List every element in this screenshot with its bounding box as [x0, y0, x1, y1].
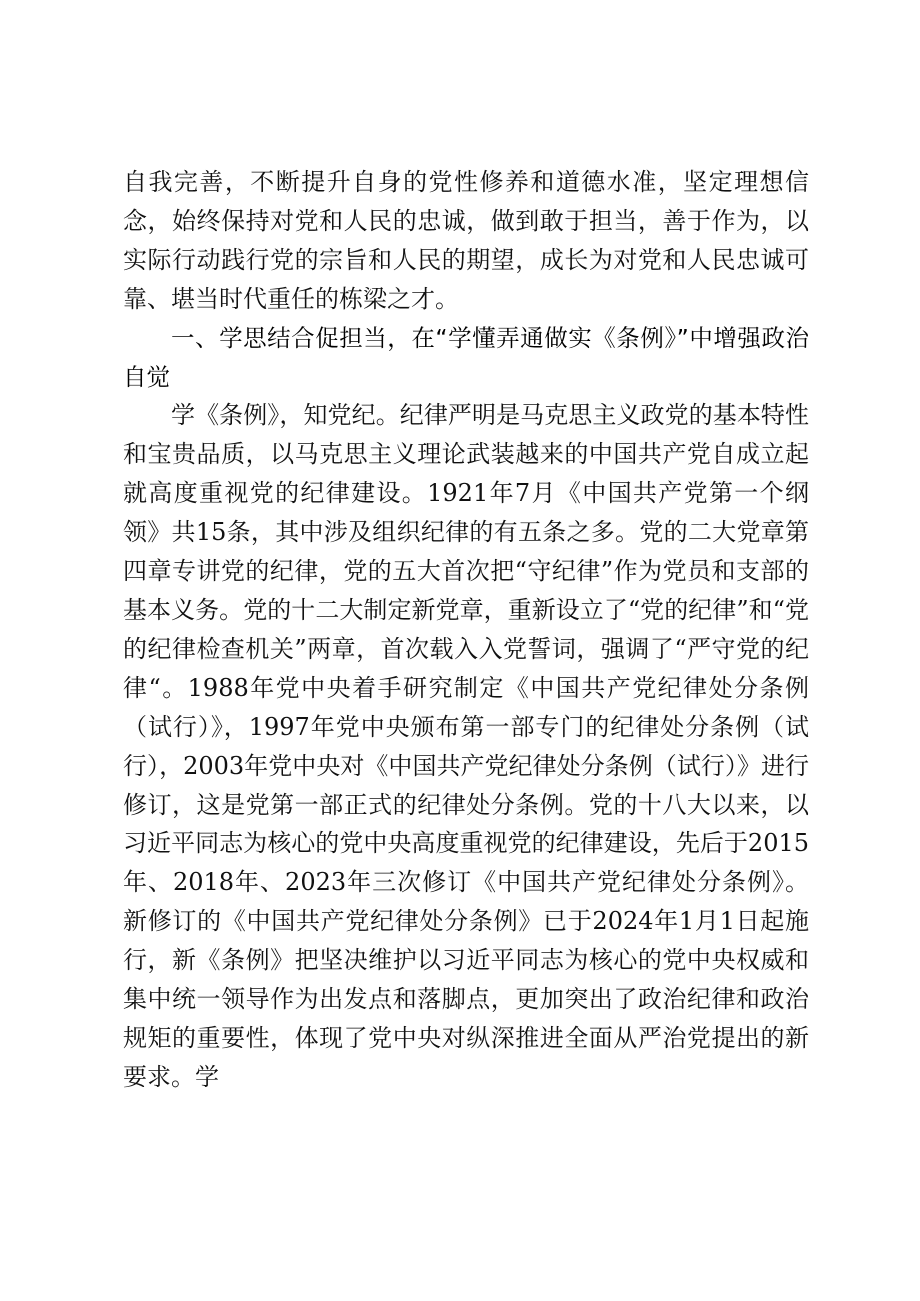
paragraph-continuation: 自我完善，不断提升自身的党性修养和道德水准，坚定理想信念，始终保持对党和人民的忠诚，做到敢于担当，善于作为，以实际行动践行党的宗旨和人民的期望，成长为对党和人民忠诚可靠、堪当时代重任的栋梁之才。: [123, 168, 809, 313]
document-body: [123, 163, 809, 1097]
paragraph-body: 学《条例》，知党纪。纪律严明是马克思主义政党的基本特性和宝贵品质，以马克思主义理论武装越来的中国共产党自成立起就高度重视党的纪律建设。1921年7月《中国共产党第一个纲领》共15条，其中涉及组织纪律的有五条之多。党的二大党章第四章专讲党的纪律，党的五大首次把“守纪律”作为党员和支部的基本义务。党的十二大制定新党章，重新设立了“党的纪律”和“党的纪律检查机关”两章，首次载入入党誓词，强调了“严守党的纪律“。1988年党中央着手研究制定《中国共产党纪律处分条例（试行）》，1997年党中央颁布第一部专门的纪律处分条例（试行），2003年党中央对《中国共产党纪律处分条例（试行）》进行修订，这是党第一部正式的纪律处分条例。党的十八大以来，以习近平同志为核心的党中央高度重视党的纪律建设，先后于2015年、2018年、2023年三次修订《中国共产党纪律处分条例》。新修订的《中国共产党纪律处分条例》已于2024年1月1日起施行，新《条例》把坚决维护以习近平同志为核心的党中央权威和集中统一领导作为出发点和落脚点，更加突出了政治纪律和政治规矩的重要性，体现了党中央对纵深推进全面从严治党提出的新要求。学: [123, 401, 809, 1091]
section-heading: 一、学思结合促担当，在“学懂弄通做实《条例》”中增强政治自觉: [123, 323, 809, 391]
